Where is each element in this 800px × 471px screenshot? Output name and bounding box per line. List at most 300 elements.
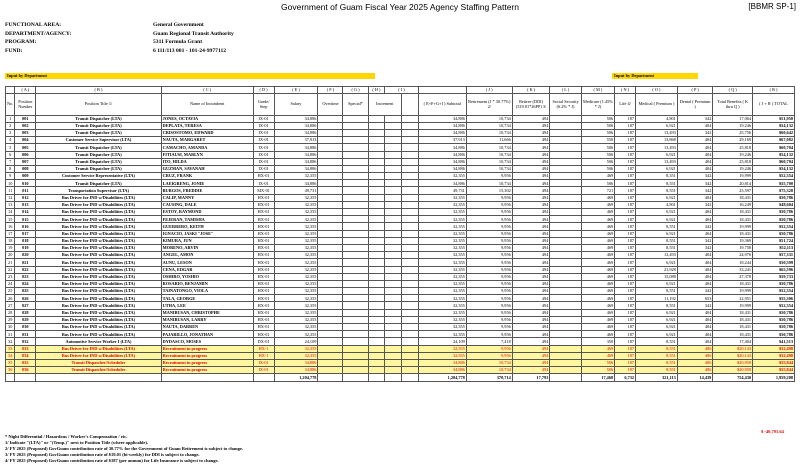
medicare: 469 <box>581 209 614 216</box>
medicare: 469 <box>581 230 614 237</box>
dental: 342 <box>677 129 713 136</box>
incumbent-name: UTHA, LEE <box>161 302 253 309</box>
position-number: 011 <box>15 187 36 194</box>
dental: 404 <box>677 216 713 223</box>
row-total: $75,328 <box>753 187 795 194</box>
retirement: 15,302 <box>466 187 512 194</box>
position-number: 002 <box>15 122 36 129</box>
col-head: Name of Incumbent <box>161 93 253 115</box>
incumbent-name: ROSARIO, BENJAMIN <box>161 280 253 287</box>
dental: 404 <box>677 266 713 273</box>
header-key: FUND: <box>5 47 23 54</box>
total-benefits: 18,431 <box>713 309 753 316</box>
retiree-ddi: 494 <box>512 331 550 338</box>
position-number: 014 <box>15 209 36 216</box>
salary: 32,355 <box>274 244 318 251</box>
dental: 342 <box>677 288 713 295</box>
grade-step: HX-01 <box>253 309 274 316</box>
life: 187 <box>615 151 636 158</box>
medicare: 721 <box>581 187 614 194</box>
position-title: Transit Dispatcher/Scheduler <box>36 359 161 366</box>
retiree-ddi: 494 <box>512 359 550 366</box>
life: 187 <box>615 345 636 352</box>
medical: 6,921 <box>636 165 678 172</box>
subtotal: 32,355 <box>418 230 466 237</box>
medical: 8,551 <box>636 352 678 359</box>
special <box>343 252 368 259</box>
row-number: 25 <box>6 288 15 295</box>
increment-date <box>368 259 385 266</box>
incumbent-name: GUZMAN, SAVANAH <box>161 165 253 172</box>
row-number: 4 <box>6 137 15 144</box>
total-medicare: 17,468 <box>581 374 614 381</box>
header-key: PROGRAM: <box>5 39 37 46</box>
retiree-ddi: 494 <box>512 302 550 309</box>
table-row <box>6 194 795 201</box>
dental: 404 <box>677 331 713 338</box>
col-letter: ( I ) <box>385 87 418 94</box>
salary: 32,355 <box>274 324 318 331</box>
grade-step: HX-01 <box>253 230 274 237</box>
spacer <box>401 259 418 266</box>
footnotes <box>5 434 243 464</box>
medical: 8,551 <box>636 223 678 230</box>
salary: 34,886 <box>274 359 318 366</box>
row-total: $41,513 <box>753 338 795 345</box>
medical: 8,551 <box>636 367 678 374</box>
row-total: $50,786 <box>753 216 795 223</box>
table-row <box>6 165 795 172</box>
position-title: Bus Driver for IND w/Disabilities (LTA) <box>36 302 161 309</box>
social-security <box>550 338 581 345</box>
position-number: 001 <box>15 115 36 122</box>
salary: 32,355 <box>274 252 318 259</box>
col-head: Grade/ Step <box>253 93 274 115</box>
spacer <box>401 359 418 366</box>
retiree-ddi: 494 <box>512 316 550 323</box>
overtime <box>318 230 343 237</box>
medicare: 506 <box>581 144 614 151</box>
life: 187 <box>615 180 636 187</box>
total-benefits: 17,064 <box>713 115 753 122</box>
increment-amount <box>385 165 402 172</box>
spacer <box>401 273 418 280</box>
col-letter: ( F ) <box>318 87 343 94</box>
medicare: 469 <box>581 288 614 295</box>
row-number: 23 <box>6 273 15 280</box>
life: 187 <box>615 173 636 180</box>
dental: 404 <box>677 137 713 144</box>
total-benefits: 24,976 <box>713 252 753 259</box>
salary: 34,886 <box>274 165 318 172</box>
salary: 32,355 <box>274 230 318 237</box>
position-number: 029 <box>15 316 36 323</box>
spacer <box>401 187 418 194</box>
salary: 32,355 <box>274 237 318 244</box>
grade-step: IX-01 <box>253 144 274 151</box>
incumbent-name: CRISOSTOMO, EDWARD <box>161 129 253 136</box>
table-row <box>6 209 795 216</box>
subtotal: 32,355 <box>418 266 466 273</box>
header-key: FUNCTIONAL AREA: <box>5 22 62 28</box>
staffing-table <box>5 86 795 382</box>
col-head: Increment <box>368 93 401 115</box>
medicare: 506 <box>581 359 614 366</box>
table-row <box>6 201 795 208</box>
row-number: 11 <box>6 187 15 194</box>
medical: 13,493 <box>636 129 678 136</box>
row-number: 17 <box>6 230 15 237</box>
increment-date <box>368 180 385 187</box>
medicare: 469 <box>581 316 614 323</box>
medicare: 469 <box>581 173 614 180</box>
col-head: Dental ( Premium ) <box>677 93 713 115</box>
special <box>343 352 368 359</box>
increment-date <box>368 151 385 158</box>
retirement: 9,956 <box>466 194 512 201</box>
spacer <box>401 216 418 223</box>
incumbent-name: MANIBUSAN, CHRISTOPHE <box>161 309 253 316</box>
overtime <box>318 252 343 259</box>
col-head: Total Benefits ( K thru Q ) <box>713 93 753 115</box>
social-security <box>550 216 581 223</box>
position-title: Bus Driver for IND w/Disabilities (LTA) <box>36 223 161 230</box>
social-security <box>550 359 581 366</box>
totals-row <box>6 374 795 381</box>
retiree-ddi: 494 <box>512 324 550 331</box>
total-retirement: 370,714 <box>466 374 512 381</box>
medicare: 506 <box>581 165 614 172</box>
incumbent-name: NAUTA, MARGARET <box>161 137 253 144</box>
grand-total: 1,959,208 <box>753 374 795 381</box>
position-title: Bus Driver for IND w/Disabilities (LTA) <box>36 280 161 287</box>
social-security <box>550 259 581 266</box>
special <box>343 280 368 287</box>
social-security <box>550 352 581 359</box>
medical: 8,551 <box>636 180 678 187</box>
row-number: 14 <box>6 209 15 216</box>
retirement: 9,956 <box>466 295 512 302</box>
social-security <box>550 122 581 129</box>
grade-step: IX-01 <box>253 165 274 172</box>
total-benefits: 19,999 <box>713 302 753 309</box>
col-letter: ( G ) <box>343 87 368 94</box>
incumbent-name: CALIP, MANNY <box>161 194 253 201</box>
increment-date <box>368 273 385 280</box>
position-number: 006 <box>15 151 36 158</box>
spacer <box>36 374 161 381</box>
social-security <box>550 331 581 338</box>
subtotal: 32,355 <box>418 244 466 251</box>
position-title: Bus Driver for IND w/Disabilities (LTA) <box>36 345 161 352</box>
total-benefits: 18,431 <box>713 280 753 287</box>
salary: 34,886 <box>274 115 318 122</box>
grade-step: IX-01 <box>253 367 274 374</box>
increment-date <box>368 316 385 323</box>
increment-date <box>368 115 385 122</box>
retirement: 10,734 <box>466 151 512 158</box>
overtime <box>318 129 343 136</box>
dental: 342 <box>677 201 713 208</box>
row-total: $52,498 <box>753 352 795 359</box>
total-benefits: 22,951 <box>713 295 753 302</box>
row-number: 8 <box>6 165 15 172</box>
increment-date <box>368 367 385 374</box>
total-benefits: 25,597 <box>713 187 753 194</box>
overtime <box>318 180 343 187</box>
total-subtotal: 1,204,778 <box>418 374 466 381</box>
spacer <box>401 201 418 208</box>
increment-date <box>368 295 385 302</box>
increment-date <box>368 230 385 237</box>
table-row <box>6 244 795 251</box>
medical: 8,351 <box>636 173 678 180</box>
increment-date <box>368 288 385 295</box>
salary: 34,886 <box>274 367 318 374</box>
position-number: 034 <box>15 352 36 359</box>
total-benefits: $20,143 <box>713 345 753 352</box>
position-number: 007 <box>15 158 36 165</box>
life: 187 <box>615 252 636 259</box>
total-benefits: 19,758 <box>713 244 753 251</box>
dental: 404 <box>677 144 713 151</box>
grade-step: HX-01 <box>253 209 274 216</box>
overtime <box>318 194 343 201</box>
salary: 32,355 <box>274 352 318 359</box>
retiree-ddi: 494 <box>512 259 550 266</box>
grade-step: HX-01 <box>253 216 274 223</box>
special <box>343 345 368 352</box>
total-dental: 14,439 <box>677 374 713 381</box>
subtotal: 34,886 <box>418 115 466 122</box>
row-total: $50,786 <box>753 316 795 323</box>
row-number: 32 <box>6 338 15 345</box>
position-number: 023 <box>15 273 36 280</box>
life: 187 <box>615 288 636 295</box>
incumbent-name: Recruitment in progress <box>161 345 253 352</box>
social-security <box>550 137 581 144</box>
spacer <box>401 266 418 273</box>
dental: 404 <box>677 209 713 216</box>
table-row <box>6 316 795 323</box>
subtotal: 32,355 <box>418 288 466 295</box>
social-security <box>550 173 581 180</box>
table-row <box>6 295 795 302</box>
subtotal: 32,355 <box>418 352 466 359</box>
increment-amount <box>385 230 402 237</box>
salary: 34,886 <box>274 158 318 165</box>
position-title: Bus Driver for IND w/Disabilities (LTA) <box>36 230 161 237</box>
retiree-ddi: 494 <box>512 273 550 280</box>
retirement: 9,956 <box>466 223 512 230</box>
special <box>343 201 368 208</box>
overtime <box>318 223 343 230</box>
col-head: Salary <box>274 93 318 115</box>
row-total: $52,354 <box>753 288 795 295</box>
spacer <box>401 309 418 316</box>
row-total: $55,700 <box>753 180 795 187</box>
table-row <box>6 144 795 151</box>
medical: 8,551 <box>636 288 678 295</box>
incumbent-name: AUNU, LESON <box>161 259 253 266</box>
salary: 32,355 <box>274 216 318 223</box>
special <box>343 266 368 273</box>
retiree-ddi: 494 <box>512 288 550 295</box>
row-number: 34 <box>6 352 15 359</box>
life: 187 <box>615 216 636 223</box>
col-letter: ( L ) <box>550 87 581 94</box>
medical: 4,801 <box>636 201 678 208</box>
row-number: 24 <box>6 280 15 287</box>
overtime <box>318 209 343 216</box>
incumbent-name: DYDASCO, MOSES <box>161 338 253 345</box>
position-title: Transportation Supervisor (LTA) <box>36 187 161 194</box>
position-title: Bus Driver for IND w/Disabilities (LTA) <box>36 324 161 331</box>
medical: 4,801 <box>636 115 678 122</box>
life: 187 <box>615 122 636 129</box>
increment-amount <box>385 288 402 295</box>
medicare: 506 <box>581 158 614 165</box>
total-benefits: 18,431 <box>713 216 753 223</box>
overtime <box>318 158 343 165</box>
medicare: 469 <box>581 273 614 280</box>
dental: 342 <box>677 173 713 180</box>
retirement: 10,734 <box>466 122 512 129</box>
increment-date <box>368 338 385 345</box>
grade-step: HX-01 <box>253 194 274 201</box>
medical: 6,921 <box>636 259 678 266</box>
dental: 404 <box>677 230 713 237</box>
retirement: 9,956 <box>466 244 512 251</box>
retirement: 10,734 <box>466 144 512 151</box>
retirement: 9,956 <box>466 273 512 280</box>
social-security <box>550 345 581 352</box>
position-title: Customer Service Representative (LTA) <box>36 173 161 180</box>
row-total: $54,132 <box>753 122 795 129</box>
row-number: 10 <box>6 180 15 187</box>
grade-step: DX-01 <box>253 338 274 345</box>
increment-amount <box>385 180 402 187</box>
overtime <box>318 122 343 129</box>
medical: 15,088 <box>636 273 678 280</box>
increment-date <box>368 266 385 273</box>
position-number: 012 <box>15 194 36 201</box>
increment-date <box>368 331 385 338</box>
life: 187 <box>615 280 636 287</box>
table-row <box>6 367 795 374</box>
social-security <box>550 194 581 201</box>
row-total: $52,498 <box>753 345 795 352</box>
medicare: 506 <box>581 151 614 158</box>
col-letter: ( E ) <box>274 87 318 94</box>
grade-step: HX-01 <box>253 266 274 273</box>
increment-amount <box>385 331 402 338</box>
special <box>343 209 368 216</box>
retiree-ddi: 494 <box>512 151 550 158</box>
medical: 6,921 <box>636 216 678 223</box>
social-security <box>550 266 581 273</box>
incumbent-name: DEPLATA, TERESA <box>161 122 253 129</box>
spacer <box>401 302 418 309</box>
spacer <box>401 144 418 151</box>
increment-amount <box>385 252 402 259</box>
overtime <box>318 316 343 323</box>
medicare: 469 <box>581 237 614 244</box>
total-benefits: 19,999 <box>713 223 753 230</box>
social-security <box>550 187 581 194</box>
dental: 404 <box>677 316 713 323</box>
overtime <box>318 144 343 151</box>
page-title: Government of Guam Fiscal Year 2025 Agency Staffing Pattern <box>281 2 519 12</box>
life: 187 <box>615 352 636 359</box>
social-security <box>550 273 581 280</box>
medical: 8,551 <box>636 237 678 244</box>
retiree-ddi: 494 <box>512 309 550 316</box>
grade-step: IX-01 <box>253 158 274 165</box>
position-title: Customer Service Supervisor (LTA) <box>36 137 161 144</box>
special <box>343 302 368 309</box>
grade-step: HX-01 <box>253 324 274 331</box>
total-benefits: $20,143 <box>713 352 753 359</box>
table-row <box>6 230 795 237</box>
row-number: 27 <box>6 302 15 309</box>
position-title: Bus Driver for IND w/Disabilities (LTA) <box>36 266 161 273</box>
life: 187 <box>615 115 636 122</box>
increment-date <box>368 280 385 287</box>
increment-amount <box>385 359 402 366</box>
medicare: 550 <box>581 137 614 144</box>
special <box>343 122 368 129</box>
spacer <box>385 374 402 381</box>
salary: 34,886 <box>274 122 318 129</box>
salary: 32,355 <box>274 266 318 273</box>
social-security <box>550 295 581 302</box>
table-row <box>6 180 795 187</box>
medical: 21,928 <box>636 266 678 273</box>
spacer <box>401 367 418 374</box>
position-number: 025 <box>15 288 36 295</box>
special <box>343 151 368 158</box>
row-total: $67,082 <box>753 137 795 144</box>
medicare: 506 <box>581 180 614 187</box>
retirement: 9,956 <box>466 302 512 309</box>
dental: 404 <box>677 158 713 165</box>
position-number: 024 <box>15 280 36 287</box>
dental: 342 <box>677 180 713 187</box>
retiree-ddi: 494 <box>512 187 550 194</box>
table-row <box>6 324 795 331</box>
medical: 8,551 <box>636 302 678 309</box>
retiree-ddi: 494 <box>512 216 550 223</box>
increment-amount <box>385 173 402 180</box>
position-number: 036 <box>15 367 36 374</box>
row-total: $51,950 <box>753 115 795 122</box>
salary: 32,355 <box>274 223 318 230</box>
row-total: $60,704 <box>753 144 795 151</box>
row-number: 2 <box>6 122 15 129</box>
increment-amount <box>385 151 402 158</box>
row-total: $54,132 <box>753 151 795 158</box>
incumbent-name: MORENO, ARVIN <box>161 244 253 251</box>
retiree-ddi: 494 <box>512 338 550 345</box>
spacer <box>15 374 36 381</box>
retirement: 9,956 <box>466 324 512 331</box>
grade-step: HX-01 <box>253 302 274 309</box>
spacer <box>343 374 368 381</box>
position-number: 008 <box>15 165 36 172</box>
subtotal: 34,886 <box>418 129 466 136</box>
spacer <box>401 129 418 136</box>
